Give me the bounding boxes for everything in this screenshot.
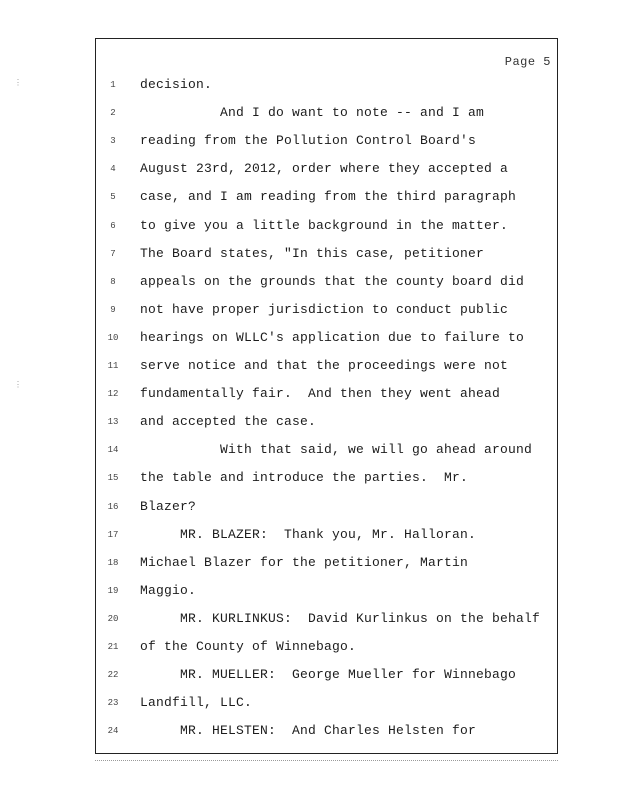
line-number: 11 — [107, 361, 119, 371]
transcript-line: MR. BLAZER: Thank you, Mr. Halloran. — [140, 526, 477, 542]
line-number: 8 — [110, 276, 116, 287]
transcript-line: MR. KURLINKUS: David Kurlinkus on the behalf — [140, 610, 541, 626]
transcript-line: of the County of Winnebago. — [140, 639, 357, 654]
line-number: 18 — [107, 557, 119, 568]
line-number: 10 — [107, 332, 119, 343]
page-number: Page 5 — [504, 55, 551, 69]
line-number: 16 — [107, 501, 119, 512]
line-number: 22 — [107, 670, 119, 681]
transcript-line: Blazer? — [140, 498, 197, 514]
line-number: 21 — [107, 642, 119, 652]
line-number: 9 — [110, 304, 116, 315]
line-number: 15 — [107, 473, 119, 484]
margin-mark: ⋮ — [14, 381, 22, 390]
line-number: 7 — [110, 248, 116, 259]
transcript-line: case, and I am reading from the third paragraph — [140, 189, 517, 205]
line-number: 4 — [110, 164, 116, 175]
line-number: 3 — [110, 136, 116, 147]
transcript-line: the table and introduce the parties. Mr. — [140, 470, 469, 486]
transcript-line: not have proper jurisdiction to conduct public — [140, 301, 509, 317]
transcript-line: decision. — [140, 77, 213, 92]
transcript-line: MR. MUELLER: George Mueller for Winnebago — [140, 667, 517, 683]
line-number: 20 — [107, 613, 119, 624]
transcript-line: Michael Blazer for the petitioner, Martin — [140, 554, 469, 570]
line-number: 24 — [107, 726, 119, 737]
margin-mark: ⋮ — [14, 79, 22, 88]
line-number: 6 — [110, 220, 116, 231]
line-number: 14 — [107, 445, 119, 456]
transcript-line: With that said, we will go ahead around — [140, 442, 533, 458]
line-number: 12 — [107, 389, 119, 400]
line-number: 17 — [107, 529, 119, 540]
line-number: 1 — [110, 80, 116, 90]
transcript-line: and accepted the case. — [140, 414, 317, 430]
line-number: 2 — [110, 108, 116, 119]
transcript-line: MR. HELSTEN: And Charles Helsten for — [140, 723, 477, 739]
transcript-line: fundamentally fair. And then they went ahead — [140, 386, 501, 402]
footer-rule — [95, 760, 558, 761]
transcript-line: August 23rd, 2012, order where they accepted a — [140, 161, 509, 177]
transcript-line: And I do want to note -- and I am — [140, 105, 485, 121]
transcript-line: reading from the Pollution Control Board's — [140, 133, 477, 149]
transcript-line: Maggio. — [140, 582, 197, 598]
line-number: 13 — [107, 417, 119, 428]
line-number: 5 — [110, 192, 116, 203]
transcript-line: appeals on the grounds that the county board did — [140, 273, 525, 289]
transcript-line: to give you a little background in the matter. — [140, 217, 509, 233]
line-number: 19 — [107, 585, 119, 596]
line-number: 23 — [107, 698, 119, 709]
transcript-line: Landfill, LLC. — [140, 695, 253, 711]
transcript-line: hearings on WLLC's application due to failure to — [140, 329, 525, 345]
transcript-line: The Board states, "In this case, petitioner — [140, 245, 485, 261]
transcript-line: serve notice and that the proceedings were not — [140, 358, 509, 373]
